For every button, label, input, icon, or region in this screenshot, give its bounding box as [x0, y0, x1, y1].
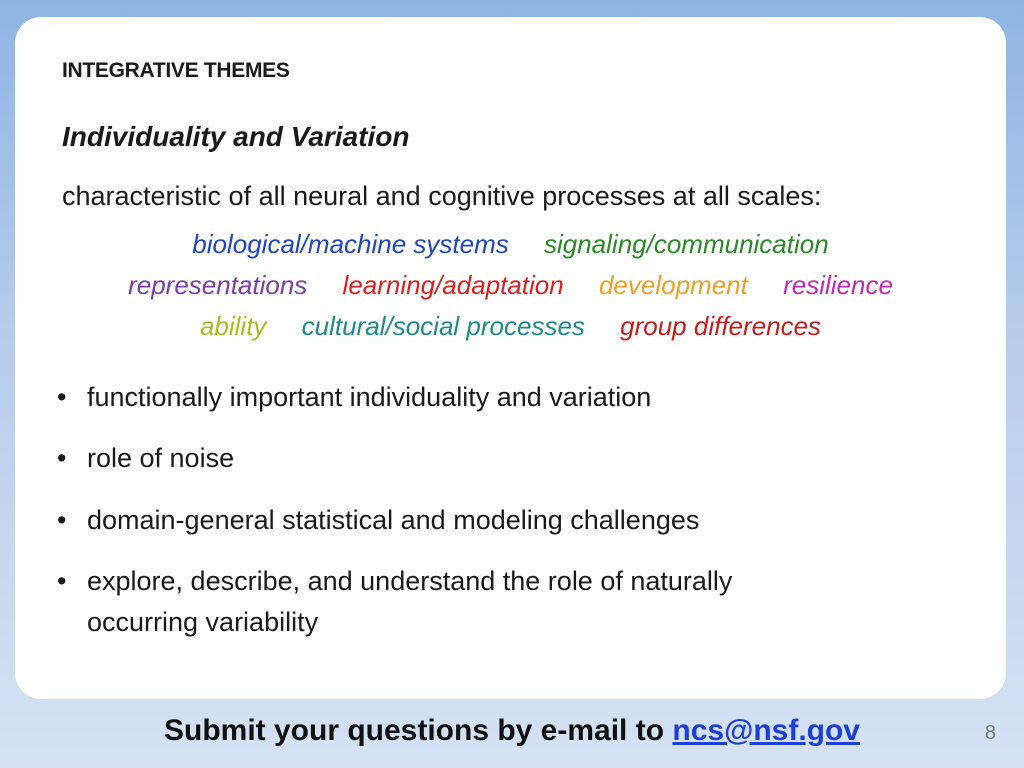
intro-text: characteristic of all neural and cognitive processes at all scales:	[62, 181, 822, 211]
bullet-icon: •	[57, 504, 67, 535]
topic-signaling-communication: signaling/communication	[543, 229, 829, 259]
bullet-icon: •	[57, 382, 67, 412]
topic-line-3	[15, 311, 1006, 342]
bullet-text: role of noise	[87, 443, 235, 474]
email-link[interactable]: ncs@nsf.gov	[672, 714, 860, 747]
topic-representations: representations	[128, 270, 308, 300]
topic-development: development	[598, 270, 748, 300]
topic-ability: ability	[199, 311, 267, 341]
topic-learning-adaptation: learning/adaptation	[342, 270, 564, 300]
bullet-text: explore, describe, and understand the role of naturally occurring variability	[87, 565, 733, 638]
topic-cultural-social-processes: cultural/social processes	[301, 311, 585, 341]
section-title: INTEGRATIVE THEMES	[62, 59, 290, 82]
topic-line-1	[15, 229, 1006, 260]
list-item	[57, 561, 767, 644]
slide-card	[15, 17, 1006, 699]
list-item	[57, 438, 957, 479]
bullet-icon: •	[57, 443, 67, 474]
list-item	[57, 500, 957, 541]
bullet-list	[57, 377, 957, 663]
list-item	[57, 377, 957, 418]
page-number: 8	[984, 722, 996, 744]
bullet-text: functionally important individuality and variation	[87, 382, 652, 412]
footer	[0, 714, 1024, 748]
topic-group-differences: group differences	[620, 311, 822, 341]
topic-resilience: resilience	[783, 270, 893, 300]
slide-subtitle: Individuality and Variation	[62, 121, 410, 152]
topic-line-2	[15, 270, 1006, 301]
footer-text: Submit your questions by e-mail to	[163, 714, 673, 747]
topic-biological-machine-systems: biological/machine systems	[192, 229, 509, 259]
bullet-text: domain-general statistical and modeling challenges	[87, 504, 700, 535]
bullet-icon: •	[57, 565, 67, 596]
